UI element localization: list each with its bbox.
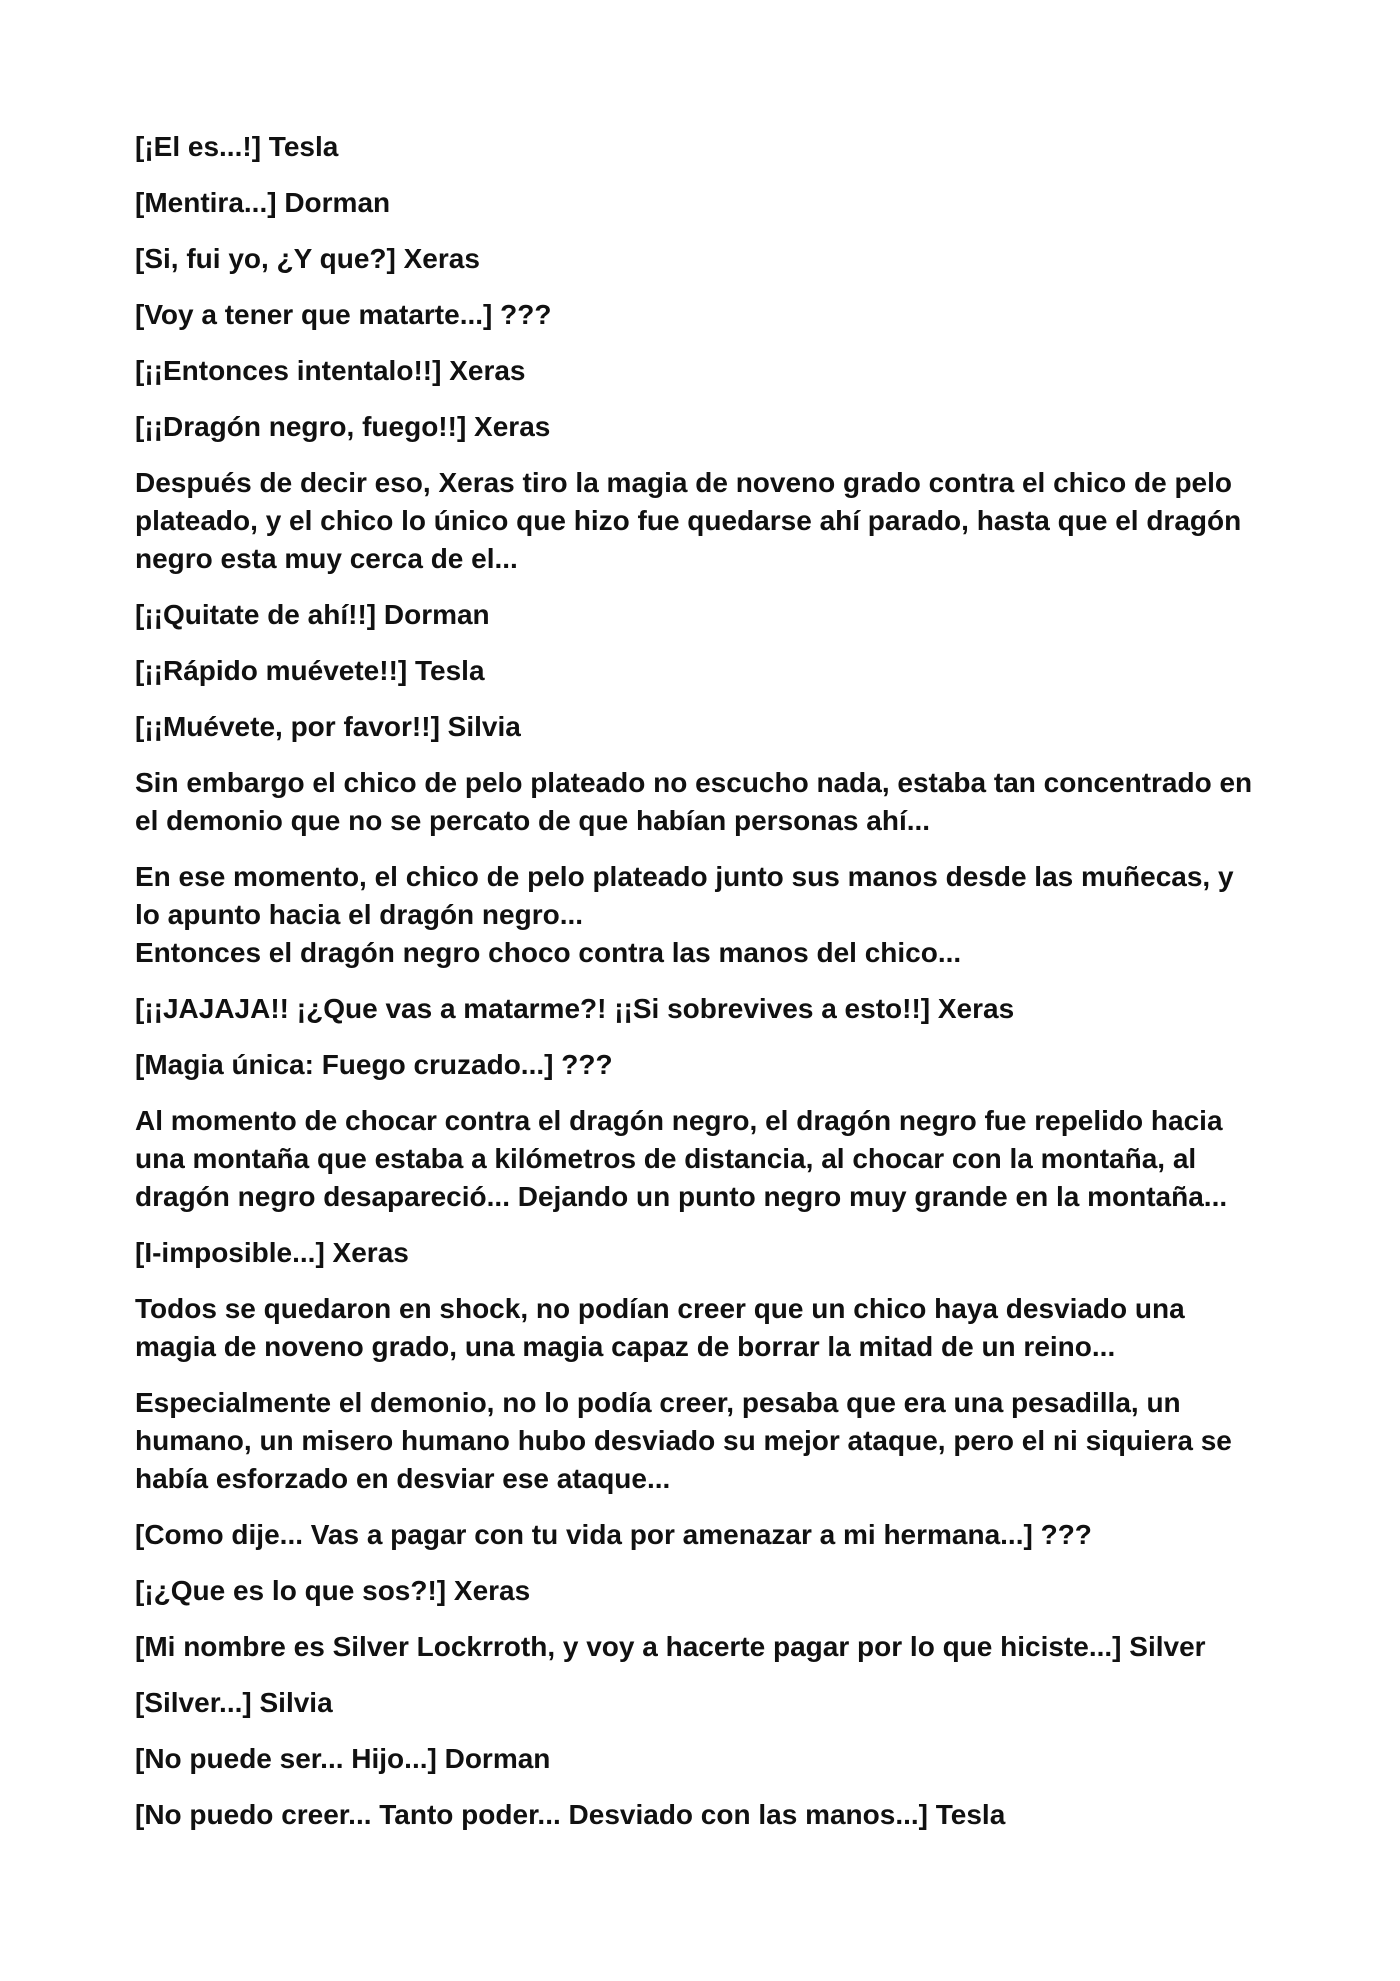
text-line: [¡¡Dragón negro, fuego!!] Xeras	[135, 411, 551, 442]
text-line: negro esta muy cerca de el...	[135, 543, 518, 574]
text-line: lo apunto hacia el dragón negro...	[135, 899, 584, 930]
text-line: [¡¡Quitate de ahí!!] Dorman	[135, 599, 490, 630]
document-body	[135, 128, 1295, 1852]
paragraph	[135, 1796, 1295, 1834]
paragraph	[135, 1102, 1295, 1216]
text-line: [¡El es...!] Tesla	[135, 131, 339, 162]
text-line: había esforzado en desviar ese ataque...	[135, 1463, 671, 1494]
text-line: Sin embargo el chico de pelo plateado no escucho nada, estaba tan concentrado en	[135, 767, 1253, 798]
text-line: [Como dije... Vas a pagar con tu vida por amenazar a mi hermana...] ???	[135, 1519, 1092, 1550]
paragraph	[135, 240, 1295, 278]
paragraph	[135, 1572, 1295, 1610]
paragraph	[135, 408, 1295, 446]
text-line: dragón negro desapareció... Dejando un punto negro muy grande en la montaña...	[135, 1181, 1228, 1212]
text-line: [¡¡JAJAJA!! ¡¿Que vas a matarme?! ¡¡Si sobrevives a esto!!] Xeras	[135, 993, 1015, 1024]
text-line: [¡¡Rápido muévete!!] Tesla	[135, 655, 485, 686]
text-line: [Silver...] Silvia	[135, 1687, 333, 1718]
paragraph	[135, 352, 1295, 390]
text-line: [Mentira...] Dorman	[135, 187, 391, 218]
paragraph	[135, 1384, 1295, 1498]
text-line: una montaña que estaba a kilómetros de distancia, al chocar con la montaña, al	[135, 1143, 1197, 1174]
text-line: Entonces el dragón negro choco contra las manos del chico...	[135, 937, 962, 968]
paragraph	[135, 1740, 1295, 1778]
text-line: [Magia única: Fuego cruzado...] ???	[135, 1049, 613, 1080]
paragraph	[135, 858, 1295, 972]
text-line: [¡¿Que es lo que sos?!] Xeras	[135, 1575, 531, 1606]
text-line: [Voy a tener que matarte...] ???	[135, 299, 552, 330]
text-line: [¡¡Muévete, por favor!!] Silvia	[135, 711, 521, 742]
text-line: Al momento de chocar contra el dragón negro, el dragón negro fue repelido hacia	[135, 1105, 1223, 1136]
text-line: En ese momento, el chico de pelo plateado junto sus manos desde las muñecas, y	[135, 861, 1234, 892]
paragraph	[135, 708, 1295, 746]
paragraph	[135, 184, 1295, 222]
paragraph	[135, 1628, 1295, 1666]
paragraph	[135, 1516, 1295, 1554]
paragraph	[135, 652, 1295, 690]
text-line: plateado, y el chico lo único que hizo fue quedarse ahí parado, hasta que el dragón	[135, 505, 1242, 536]
paragraph	[135, 464, 1295, 578]
paragraph	[135, 296, 1295, 334]
text-line: [I-imposible...] Xeras	[135, 1237, 409, 1268]
paragraph	[135, 990, 1295, 1028]
text-line: magia de noveno grado, una magia capaz de borrar la mitad de un reino...	[135, 1331, 1116, 1362]
text-line: [Mi nombre es Silver Lockrroth, y voy a hacerte pagar por lo que hiciste...] Silver	[135, 1631, 1206, 1662]
paragraph	[135, 1684, 1295, 1722]
paragraph	[135, 764, 1295, 840]
text-line: [Si, fui yo, ¿Y que?] Xeras	[135, 243, 480, 274]
text-line: [No puede ser... Hijo...] Dorman	[135, 1743, 551, 1774]
text-line: Especialmente el demonio, no lo podía creer, pesaba que era una pesadilla, un	[135, 1387, 1181, 1418]
text-line: el demonio que no se percato de que habían personas ahí...	[135, 805, 931, 836]
paragraph	[135, 1234, 1295, 1272]
paragraph	[135, 596, 1295, 634]
paragraph	[135, 1290, 1295, 1366]
text-line: Todos se quedaron en shock, no podían creer que un chico haya desviado una	[135, 1293, 1185, 1324]
paragraph	[135, 128, 1295, 166]
text-line: humano, un misero humano hubo desviado su mejor ataque, pero el ni siquiera se	[135, 1425, 1232, 1456]
paragraph	[135, 1046, 1295, 1084]
text-line: [¡¡Entonces intentalo!!] Xeras	[135, 355, 526, 386]
text-line: Después de decir eso, Xeras tiro la magia de noveno grado contra el chico de pelo	[135, 467, 1233, 498]
text-line: [No puedo creer... Tanto poder... Desviado con las manos...] Tesla	[135, 1799, 1006, 1830]
